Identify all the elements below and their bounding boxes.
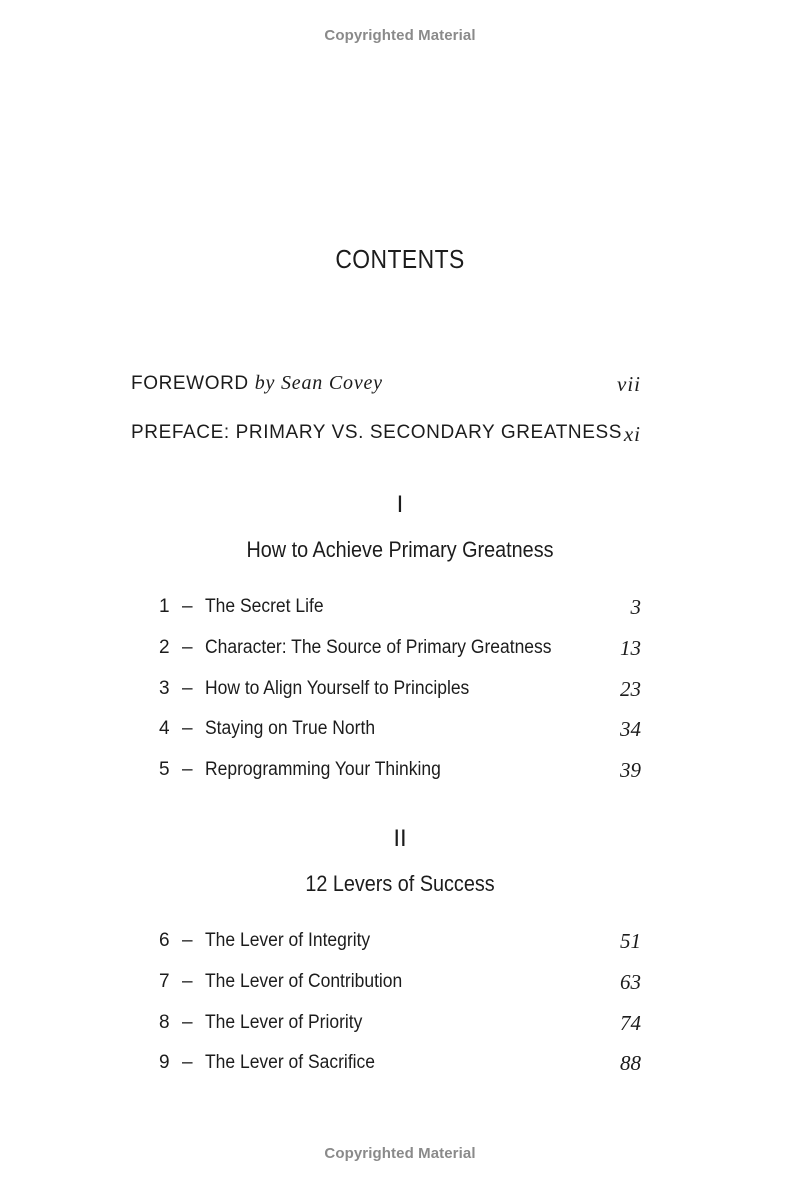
chapter-dash: – (182, 718, 193, 739)
chapter-page-number: 13 (620, 636, 641, 660)
toc-chapter-row[interactable] (159, 678, 641, 704)
chapter-title: The Lever of Priority (205, 1012, 363, 1033)
chapter-number: 4 (159, 718, 170, 739)
chapter-title: The Secret Life (205, 596, 324, 617)
toc-page-number: xi (623, 422, 641, 446)
toc-chapter-row[interactable] (159, 718, 641, 744)
toc-entry-label (131, 372, 383, 395)
toc-entry-foreword[interactable] (131, 372, 641, 398)
chapter-title: The Lever of Sacrifice (205, 1052, 376, 1073)
toc-chapter-row[interactable] (159, 1052, 641, 1078)
chapter-number: 5 (159, 759, 170, 780)
chapter-dash: – (182, 1052, 193, 1073)
chapter-number: 1 (159, 596, 170, 617)
chapter-page-number: 88 (620, 1051, 641, 1075)
chapter-number: 6 (159, 930, 170, 951)
chapter-title: Character: The Source of Primary Greatness (205, 637, 552, 658)
chapter-page-number: 34 (620, 717, 641, 741)
toc-entry-label: PREFACE: PRIMARY VS. SECONDARY GREATNESS (131, 422, 623, 443)
chapter-page-number: 74 (620, 1011, 641, 1035)
chapter-number: 2 (159, 637, 170, 658)
chapter-number: 8 (159, 1012, 170, 1033)
foreword-label: FOREWORD (131, 373, 249, 394)
toc-chapter-row[interactable] (159, 1012, 641, 1038)
toc-chapter-row[interactable] (159, 971, 641, 997)
toc-page-number: vii (617, 372, 641, 396)
chapter-dash: – (182, 1012, 193, 1033)
part-title: How to Achieve Primary Greatness (246, 537, 554, 562)
chapter-number: 3 (159, 678, 170, 699)
chapter-page-number: 3 (630, 595, 641, 619)
chapter-dash: – (182, 596, 193, 617)
chapter-dash: – (182, 930, 193, 951)
part-title: 12 Levers of Success (305, 871, 495, 896)
chapter-number: 7 (159, 971, 170, 992)
chapter-dash: – (182, 678, 193, 699)
toc-entry-preface[interactable] (131, 422, 641, 448)
chapter-number: 9 (159, 1052, 170, 1073)
chapter-dash: – (182, 637, 193, 658)
chapter-page-number: 63 (620, 970, 641, 994)
foreword-author: by Sean Covey (254, 372, 383, 394)
chapter-title: The Lever of Integrity (205, 930, 371, 951)
chapter-title: Staying on True North (205, 718, 376, 739)
toc-chapter-row[interactable] (159, 930, 641, 956)
copyright-watermark-top: Copyrighted Material (324, 27, 476, 44)
chapter-title: Reprogramming Your Thinking (205, 759, 441, 780)
chapter-page-number: 51 (620, 929, 641, 953)
part-numeral: II (393, 825, 407, 852)
chapter-title: The Lever of Contribution (205, 971, 403, 992)
chapter-page-number: 23 (620, 677, 641, 701)
chapter-title: How to Align Yourself to Principles (205, 678, 470, 699)
toc-chapter-row[interactable] (159, 759, 641, 785)
chapter-dash: – (182, 759, 193, 780)
chapter-dash: – (182, 971, 193, 992)
toc-chapter-row[interactable] (159, 637, 641, 663)
chapter-page-number: 39 (620, 758, 641, 782)
toc-chapter-row[interactable] (159, 596, 641, 622)
contents-heading: CONTENTS (335, 244, 465, 274)
copyright-watermark-bottom: Copyrighted Material (324, 1145, 476, 1162)
part-numeral: I (396, 491, 404, 518)
